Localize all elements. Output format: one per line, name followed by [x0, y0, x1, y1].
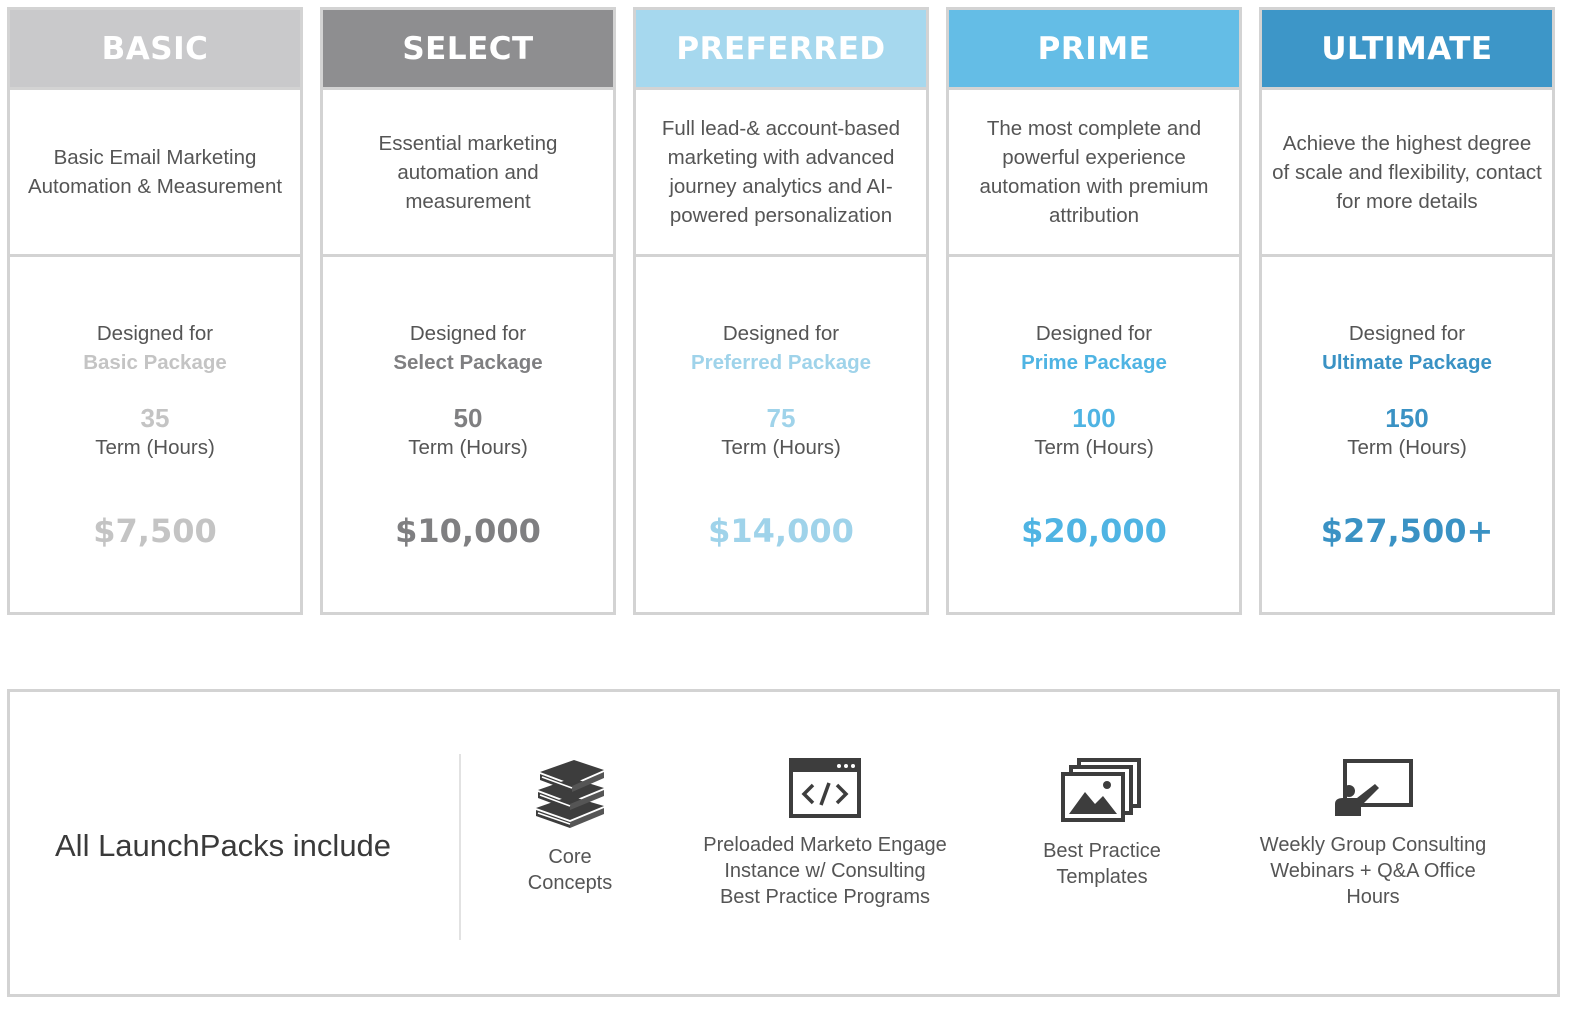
feature-line: Instance w/ Consulting — [724, 860, 926, 882]
feature-line: Concepts — [527, 872, 613, 894]
package-details — [636, 319, 926, 550]
feature-line: Hours — [1346, 886, 1400, 908]
term-hours-value: 35 — [140, 403, 170, 433]
package-description: Achieve the highest degree of scale and flexibility, contact for more details — [1262, 87, 1552, 257]
package-label: Prime Package — [1021, 351, 1167, 374]
includes-title: All LaunchPacks include — [55, 828, 392, 863]
package-price: $14,000 — [708, 512, 854, 550]
feature-preloaded-instance — [690, 758, 960, 910]
package-description: Essential marketing automation and measurement — [323, 87, 613, 257]
package-description: The most complete and powerful experience automation with premium attribution — [949, 87, 1239, 257]
term-hours-label: Term (Hours) — [721, 436, 841, 459]
feature-core-concepts — [490, 758, 650, 896]
package-details — [323, 319, 613, 550]
package-header — [949, 10, 1239, 87]
package-label: Ultimate Package — [1322, 351, 1492, 374]
package-description: Full lead-& account-based marketing with advanced journey analytics and AI-powered personalization — [636, 87, 926, 257]
term-hours-value: 75 — [766, 403, 796, 433]
term-hours-label: Term (Hours) — [95, 436, 215, 459]
designed-for-label: Designed for — [722, 322, 840, 345]
designed-for-label: Designed for — [1348, 322, 1466, 345]
feature-line: Templates — [1056, 866, 1148, 888]
package-price: $10,000 — [395, 512, 541, 550]
feature-line: Webinars + Q&A Office — [1270, 860, 1476, 882]
package-price: $7,500 — [93, 512, 217, 550]
feature-weekly-consulting — [1238, 758, 1508, 910]
divider — [459, 754, 461, 940]
package-name: PRIME — [1037, 30, 1151, 67]
term-hours-label: Term (Hours) — [1347, 436, 1467, 459]
package-card-ultimate — [1259, 7, 1555, 615]
designed-for-label: Designed for — [1035, 322, 1153, 345]
package-name: SELECT — [402, 30, 534, 67]
feature-line: Best Practice Programs — [719, 886, 931, 908]
term-hours-label: Term (Hours) — [408, 436, 528, 459]
package-header — [323, 10, 613, 87]
package-card-select — [320, 7, 616, 615]
package-description: Basic Email Marketing Automation & Measurement — [10, 87, 300, 257]
package-card-basic — [7, 7, 303, 615]
package-details — [10, 319, 300, 550]
books-icon — [532, 758, 608, 830]
package-card-prime — [946, 7, 1242, 615]
feature-line: Best Practice — [1043, 840, 1161, 862]
package-name: PREFERRED — [676, 30, 886, 67]
package-card-preferred — [633, 7, 929, 615]
package-price: $27,500+ — [1320, 512, 1494, 550]
feature-line: Weekly Group Consulting — [1259, 834, 1487, 856]
package-price: $20,000 — [1021, 512, 1167, 550]
term-hours-value: 50 — [453, 403, 483, 433]
term-hours-label: Term (Hours) — [1034, 436, 1154, 459]
launchpacks-includes-panel — [7, 689, 1560, 997]
term-hours-value: 150 — [1385, 403, 1429, 433]
presenter-icon — [1331, 758, 1415, 818]
image-templates-icon — [1061, 758, 1143, 824]
package-name: BASIC — [101, 30, 209, 67]
code-window-icon — [789, 758, 861, 818]
feature-best-practice-templates — [1022, 758, 1182, 890]
term-hours-value: 100 — [1072, 403, 1116, 433]
package-details — [1262, 319, 1552, 550]
feature-line: Preloaded Marketo Engage — [703, 834, 947, 856]
package-header — [636, 10, 926, 87]
package-details — [949, 319, 1239, 550]
package-label: Basic Package — [83, 351, 227, 374]
package-label: Preferred Package — [690, 351, 872, 374]
package-label: Select Package — [393, 351, 543, 374]
package-name: ULTIMATE — [1321, 30, 1493, 67]
designed-for-label: Designed for — [409, 322, 527, 345]
feature-line: Core — [548, 846, 592, 868]
package-header — [1262, 10, 1552, 87]
package-header — [10, 10, 300, 87]
designed-for-label: Designed for — [96, 322, 214, 345]
